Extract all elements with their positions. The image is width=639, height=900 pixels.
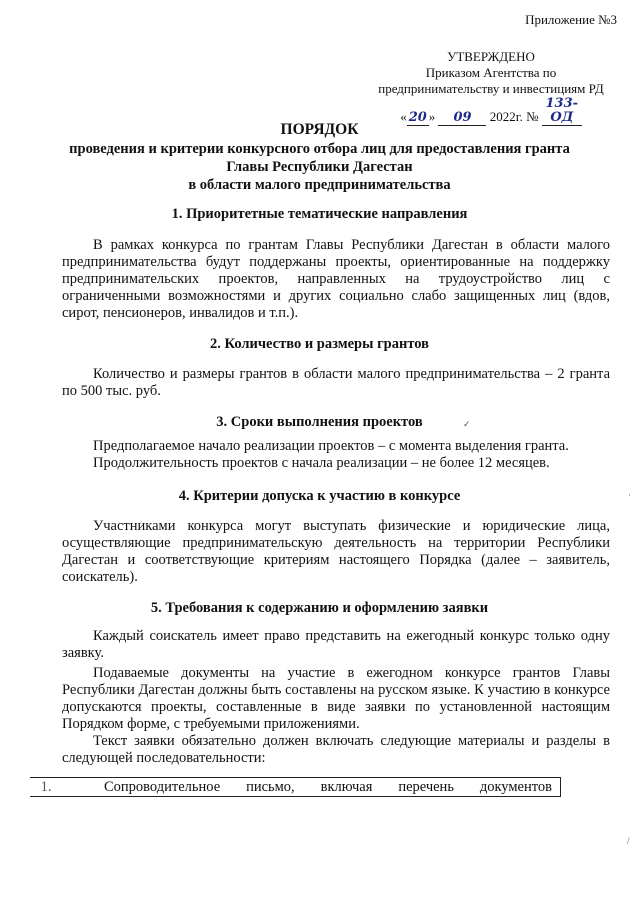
section-4-heading: 4. Критерии допуска к участию в конкурсе: [178, 488, 461, 504]
section-5-paragraph-3: Текст заявки обязательно должен включать следующие материалы и разделы в следующей последовательности:: [62, 733, 610, 766]
section-4-paragraph: Участниками конкурса могут выступать физические и юридические лица, осуществляющие предпринимательскую деятельность на территории Республики Дагестан и соответствующие критериям настоящего Порядка (далее – заявитель, соискатель).: [62, 518, 610, 585]
title-main: ПОРЯДОК: [280, 121, 359, 138]
table-row-text: [62, 779, 560, 796]
title-line-2: Главы Республики Дагестан: [226, 159, 413, 175]
section-1-heading: 1. Приоритетные тематические направления: [171, 206, 468, 222]
order-date-line: « 20 » 09 2022г. № 133-ОД: [371, 97, 611, 126]
title-line-3: в области малого предпринимательства: [188, 177, 451, 193]
section-5-paragraph-1: Каждый соискатель имеет право представить на ежегодный конкурс только одну заявку.: [62, 628, 610, 661]
scan-speck: /: [627, 836, 630, 846]
table-word-2: письмо,: [246, 778, 295, 795]
scan-speck: ·: [628, 490, 631, 500]
section-2-paragraph: Количество и размеры грантов в области малого предпринимательства – 2 гранта по 500 тыс. руб.: [62, 366, 610, 399]
title-line-1: проведения и критерии конкурсного отбора лиц для предоставления гранта: [69, 141, 570, 157]
table-word-4: перечень: [398, 778, 454, 795]
table-word-5: документов: [479, 778, 552, 795]
order-year-text: 2022г. №: [489, 109, 539, 124]
table-word-1: Сопроводительное: [104, 778, 221, 795]
order-line-1: Приказом Агентства по: [425, 65, 557, 80]
approval-stamp-block: [371, 49, 611, 126]
handwritten-month: 09: [438, 111, 486, 126]
section-3-heading: 3. Сроки выполнения проектов: [216, 414, 423, 430]
section-3-paragraph-2: Продолжительность проектов с начала реализации – не более 12 месяцев.: [93, 455, 550, 471]
section-5-paragraph-2: Подаваемые документы на участие в ежегодном конкурсе грантов Главы Республики Дагестан должны быть составлены на русском языке. К участию в конкурсе допускаются проекты, составленные в виде заявки по установленной настоящим Порядком форме, с требуемыми приложениями.: [62, 665, 610, 732]
documents-table-row: [30, 777, 561, 797]
table-row-number: 1.: [40, 778, 52, 795]
section-3-paragraph-1: Предполагаемое начало реализации проектов – с момента выделения гранта.: [93, 438, 569, 454]
annex-label: Приложение №3: [525, 12, 617, 27]
table-word-3: включая: [320, 778, 373, 795]
section-2-heading: 2. Количество и размеры грантов: [210, 336, 429, 352]
section-3-paragraphs: [62, 438, 610, 472]
scan-speck: ✓: [463, 419, 471, 429]
approved-word: УТВЕРЖДЕНО: [447, 49, 535, 64]
handwritten-day: 20: [408, 110, 427, 125]
order-line-2: предпринимательству и инвестициям РД: [378, 81, 604, 96]
section-1-paragraph: В рамках конкурса по грантам Главы Республики Дагестан в области малого предпринимательства будут поддержаны проекты, ориентированные на поддержку предпринимательских проектов, направленных на трудоустройство лиц с ограниченными возможностями и других социально слабо защищенных лиц (вдов, сирот, пенсионеров, инвалидов и т.п.).: [62, 237, 610, 321]
section-5-heading: 5. Требования к содержанию и оформлению заявки: [150, 600, 489, 616]
document-title: [0, 121, 639, 194]
handwritten-order-number: 133-ОД: [542, 97, 582, 126]
